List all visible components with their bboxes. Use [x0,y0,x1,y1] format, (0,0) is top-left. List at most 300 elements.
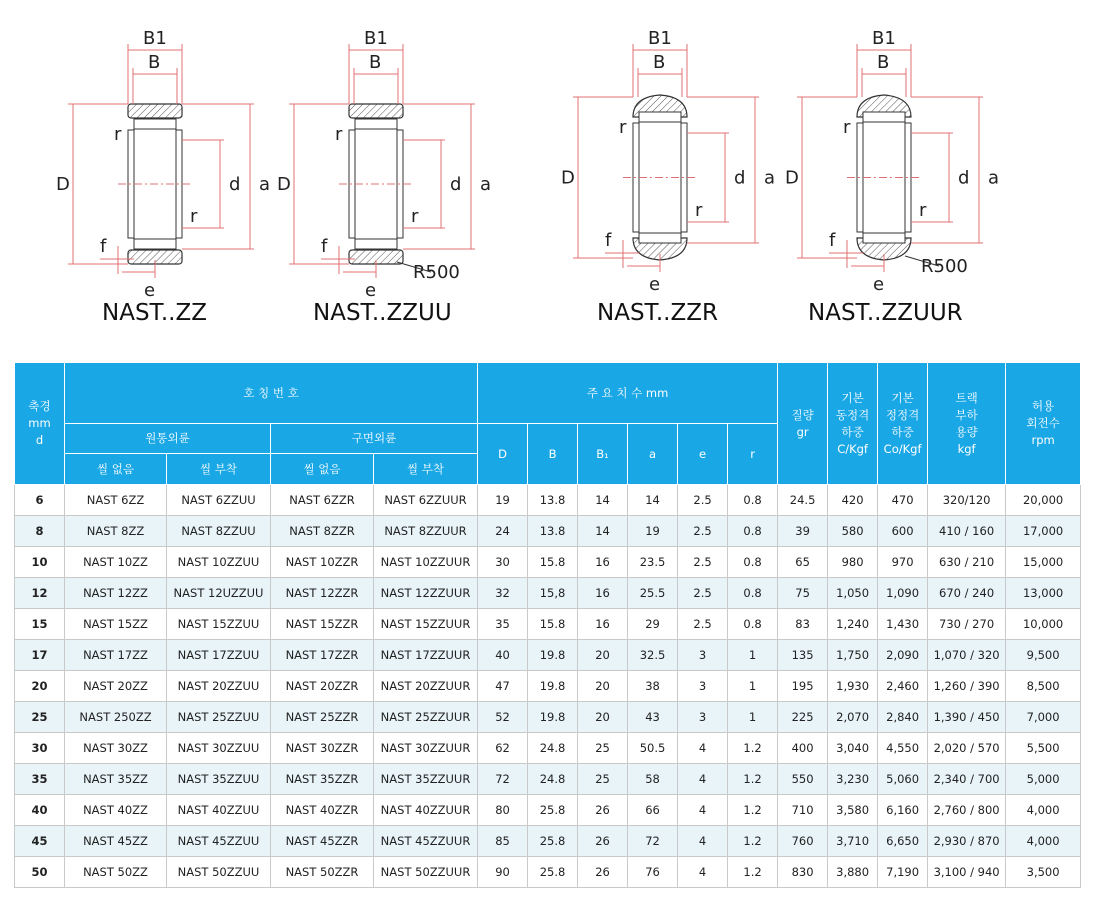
table-cell: 20,000 [1006,485,1081,516]
table-cell: 23.5 [628,547,678,578]
table-cell: 7,000 [1006,702,1081,733]
header-crowned: 구면외륜 [271,424,478,454]
table-cell: 16 [578,547,628,578]
table-cell: 85 [478,826,528,857]
shaft-diameter-cell: 12 [15,578,65,609]
table-cell: 4,550 [878,733,928,764]
table-cell: 1 [728,640,778,671]
table-cell: 550 [778,764,828,795]
table-cell: 4 [678,733,728,764]
table-cell: NAST 20ZZR [271,671,374,702]
table-cell: NAST 25ZZR [271,702,374,733]
label-a: a [480,174,492,195]
table-cell: 25.8 [528,795,578,826]
table-cell: NAST 40ZZ [65,795,167,826]
table-cell: 5,000 [1006,764,1081,795]
table-row [15,516,1081,547]
label-r-top: r [843,117,851,138]
table-cell: 20 [578,702,628,733]
table-cell: 50.5 [628,733,678,764]
label-f: f [100,236,107,257]
table-row [15,640,1081,671]
table-cell: 710 [778,795,828,826]
table-cell: 1,390 / 450 [928,702,1006,733]
label-r500: R500 [413,262,460,283]
table-cell: 25.8 [528,826,578,857]
label-r-inner: r [919,200,927,221]
header-mass: 질량 gr [778,363,828,485]
table-cell: 5,500 [1006,733,1081,764]
table-cell: 72 [628,826,678,857]
header-cylindrical: 원통외륜 [65,424,271,454]
label-r-inner: r [190,206,198,227]
label-b1: B1 [143,28,167,49]
shaft-diameter-cell: 25 [15,702,65,733]
table-cell: NAST 12UZZUU [167,578,271,609]
roller-bottom [863,233,905,243]
table-cell: 3,040 [828,733,878,764]
table-cell: 1,090 [878,578,928,609]
table-cell: 5,060 [878,764,928,795]
table-cell: 32 [478,578,528,609]
label-e: e [873,274,885,295]
header-with-seal-crowned: 씰 부착 [374,454,478,485]
table-cell: 8,500 [1006,671,1081,702]
shaft-diameter-cell: 17 [15,640,65,671]
shaft-diameter-cell: 35 [15,764,65,795]
table-cell: 13,000 [1006,578,1081,609]
table-cell: NAST 12ZZR [271,578,374,609]
table-cell: NAST 35ZZ [65,764,167,795]
table-cell: 320/120 [928,485,1006,516]
table-cell: 410 / 160 [928,516,1006,547]
label-b1: B1 [872,28,896,49]
table-cell: 3,100 / 940 [928,857,1006,888]
table-cell: 2.5 [678,578,728,609]
drawing-title-nast-zz: NAST..ZZ [102,300,207,326]
table-cell: NAST 40ZZUU [167,795,271,826]
header-no-seal-crowned: 씰 없음 [271,454,374,485]
table-cell: NAST 30ZZUUR [374,733,478,764]
label-f: f [605,230,612,251]
table-cell: 2,930 / 870 [928,826,1006,857]
label-r-inner: r [695,200,703,221]
table-cell: 2.5 [678,485,728,516]
table-cell: 47 [478,671,528,702]
table-cell: 970 [878,547,928,578]
label-b1: B1 [364,28,388,49]
header-dynamic-load: 기본 동정격 하중 C/Kgf [828,363,878,485]
table-cell: 2.5 [678,547,728,578]
table-cell: NAST 50ZZR [271,857,374,888]
table-cell: 1,930 [828,671,878,702]
header-with-seal-cylindrical: 씰 부착 [167,454,271,485]
header-no-seal-cylindrical: 씰 없음 [65,454,167,485]
table-cell: NAST 20ZZUUR [374,671,478,702]
table-cell: 80 [478,795,528,826]
table-row [15,547,1081,578]
table-cell: 40 [478,640,528,671]
bearing-diagram-3 [797,44,983,272]
table-cell: 58 [628,764,678,795]
label-f: f [321,236,328,257]
table-cell: 52 [478,702,528,733]
table-cell: NAST 30ZZ [65,733,167,764]
table-cell: 30 [478,547,528,578]
table-cell: 1,070 / 320 [928,640,1006,671]
table-cell: NAST 25ZZUUR [374,702,478,733]
table-cell: 3 [678,640,728,671]
table-cell: NAST 12ZZUUR [374,578,478,609]
table-cell: 670 / 240 [928,578,1006,609]
table-cell: 3,580 [828,795,878,826]
label-b: B [653,52,666,73]
table-cell: NAST 17ZZR [271,640,374,671]
table-row [15,857,1081,888]
table-cell: 7,190 [878,857,928,888]
table-cell: 24 [478,516,528,547]
table-cell: 2,090 [878,640,928,671]
label-e: e [649,274,661,295]
table-cell: NAST 40ZZR [271,795,374,826]
table-cell: 32.5 [628,640,678,671]
table-cell: 0.8 [728,547,778,578]
header-dim-b1: B₁ [578,424,628,485]
table-cell: 1.2 [728,826,778,857]
table-cell: 4 [678,857,728,888]
table-cell: 25 [578,733,628,764]
table-cell: 76 [628,857,678,888]
table-cell: 0.8 [728,485,778,516]
table-cell: 2,460 [878,671,928,702]
label-d-outer: D [561,167,575,189]
table-cell: 4,000 [1006,795,1081,826]
table-cell: 39 [778,516,828,547]
table-cell: 1.2 [728,764,778,795]
table-cell: NAST 35ZZUU [167,764,271,795]
table-cell: 580 [828,516,878,547]
table-cell: NAST 50ZZUU [167,857,271,888]
table-cell: 2,340 / 700 [928,764,1006,795]
table-cell: 13.8 [528,485,578,516]
shaft-diameter-cell: 30 [15,733,65,764]
table-cell: NAST 10ZZR [271,547,374,578]
table-cell: 1,430 [878,609,928,640]
table-cell: 1.2 [728,795,778,826]
table-cell: 225 [778,702,828,733]
bearing-drawings [0,0,1101,350]
table-cell: NAST 6ZZUUR [374,485,478,516]
table-cell: 2,020 / 570 [928,733,1006,764]
roller-top [863,112,905,122]
label-b: B [369,52,382,73]
table-body [15,485,1081,888]
shaft-diameter-cell: 10 [15,547,65,578]
header-shaft: 축경 mm d [15,363,65,485]
table-cell: 16 [578,578,628,609]
label-d-outer: D [785,167,799,189]
label-f: f [829,230,836,251]
table-cell: 2,760 / 800 [928,795,1006,826]
label-a: a [764,167,776,189]
table-cell: 66 [628,795,678,826]
table-cell: 19 [478,485,528,516]
table-cell: 0.8 [728,516,778,547]
table-cell: 15.8 [528,609,578,640]
bearing-diagram-1 [289,44,475,278]
table-cell: NAST 15ZZR [271,609,374,640]
shaft-diameter-cell: 8 [15,516,65,547]
table-cell: NAST 15ZZ [65,609,167,640]
table-cell: 26 [578,826,628,857]
shaft-diameter-cell: 6 [15,485,65,516]
table-cell: 2,840 [878,702,928,733]
table-cell: 1,750 [828,640,878,671]
shaft-diameter-cell: 20 [15,671,65,702]
roller-bottom [355,239,397,249]
table-cell: 14 [578,485,628,516]
table-cell: 16 [578,609,628,640]
table-row [15,733,1081,764]
table-cell: NAST 12ZZ [65,578,167,609]
table-cell: 630 / 210 [928,547,1006,578]
table-cell: 35 [478,609,528,640]
table-cell: NAST 8ZZUU [167,516,271,547]
table-cell: 4 [678,826,728,857]
table-row [15,795,1081,826]
table-cell: 1.2 [728,733,778,764]
table-cell: 13.8 [528,516,578,547]
label-r500: R500 [921,256,968,277]
table-cell: 1 [728,671,778,702]
table-cell: NAST 45ZZUUR [374,826,478,857]
label-r-inner: r [411,206,419,227]
table-cell: NAST 25ZZUU [167,702,271,733]
table-cell: NAST 10ZZUUR [374,547,478,578]
table-cell: NAST 6ZZR [271,485,374,516]
table-row [15,826,1081,857]
outer-ring-top [349,104,403,118]
table-cell: NAST 15ZZUU [167,609,271,640]
table-cell: NAST 250ZZ [65,702,167,733]
header-static-load: 기본 정정격 하중 Co/Kgf [878,363,928,485]
table-cell: 3,880 [828,857,878,888]
table-cell: NAST 17ZZUUR [374,640,478,671]
table-cell: 420 [828,485,878,516]
table-cell: NAST 50ZZUUR [374,857,478,888]
table-cell: NAST 6ZZ [65,485,167,516]
table-cell: NAST 15ZZUUR [374,609,478,640]
label-a: a [988,167,1000,189]
table-cell: 19.8 [528,671,578,702]
table-cell: 25.5 [628,578,678,609]
header-track-load: 트랙 부하 용량 kgf [928,363,1006,485]
table-cell: NAST 45ZZUU [167,826,271,857]
table-cell: 2,070 [828,702,878,733]
table-cell: NAST 45ZZ [65,826,167,857]
label-d-inner: d [734,167,746,189]
shaft-diameter-cell: 40 [15,795,65,826]
table-cell: 14 [628,485,678,516]
header-designation: 호 칭 번 호 [65,363,478,424]
table-cell: 19 [628,516,678,547]
table-cell: 3,500 [1006,857,1081,888]
table-cell: 0.8 [728,578,778,609]
table-row [15,702,1081,733]
label-r-top: r [114,124,122,145]
header-dim-d-outer: D [478,424,528,485]
table-cell: 24.8 [528,764,578,795]
table-cell: 4 [678,764,728,795]
table-cell: 25 [578,764,628,795]
table-cell: 17,000 [1006,516,1081,547]
table-cell: 90 [478,857,528,888]
table-row [15,578,1081,609]
table-cell: 62 [478,733,528,764]
table-cell: 6,160 [878,795,928,826]
table-cell: 3 [678,702,728,733]
header-dim-b: B [528,424,578,485]
label-d-outer: D [277,174,291,195]
table-cell: 195 [778,671,828,702]
table-cell: 980 [828,547,878,578]
label-e: e [144,280,156,301]
header-dim-r: r [728,424,778,485]
label-d-outer: D [56,174,70,195]
drawing-title-nast-zzuur: NAST..ZZUUR [808,300,963,326]
table-cell: NAST 30ZZR [271,733,374,764]
shaft-diameter-cell: 15 [15,609,65,640]
bearing-diagram-2 [573,44,759,272]
table-cell: 43 [628,702,678,733]
table-cell: 25.8 [528,857,578,888]
table-cell: NAST 17ZZUU [167,640,271,671]
roller-top [134,119,176,129]
table-cell: 400 [778,733,828,764]
label-d-inner: d [450,174,462,195]
table-cell: 72 [478,764,528,795]
table-cell: NAST 40ZZUUR [374,795,478,826]
table-cell: 24.8 [528,733,578,764]
table-row [15,671,1081,702]
table-cell: NAST 10ZZ [65,547,167,578]
roller-bottom [639,233,681,243]
table-cell: 65 [778,547,828,578]
table-cell: 470 [878,485,928,516]
table-cell: 600 [878,516,928,547]
table-cell: 3,230 [828,764,878,795]
roller-top [639,112,681,122]
table-cell: 730 / 270 [928,609,1006,640]
header-dim-a: a [628,424,678,485]
label-d-inner: d [229,174,241,195]
header-dim-e: e [678,424,728,485]
table-cell: 15,8 [528,578,578,609]
table-cell: NAST 17ZZ [65,640,167,671]
table-cell: 3 [678,671,728,702]
table-cell: NAST 35ZZR [271,764,374,795]
table-cell: 19.8 [528,702,578,733]
table-cell: 15,000 [1006,547,1081,578]
table-cell: 1 [728,702,778,733]
label-b1: B1 [648,28,672,49]
outer-ring-top [128,104,182,118]
bearing-diagram-0 [68,44,254,278]
table-cell: 9,500 [1006,640,1081,671]
table-cell: 19.8 [528,640,578,671]
table-cell: NAST 35ZZUUR [374,764,478,795]
label-e: e [365,280,377,301]
label-b: B [877,52,890,73]
table-cell: 760 [778,826,828,857]
table-cell: NAST 45ZZR [271,826,374,857]
table-cell: 10,000 [1006,609,1081,640]
table-row [15,764,1081,795]
label-b: B [148,52,161,73]
table-cell: NAST 6ZZUU [167,485,271,516]
drawing-title-nast-zzuu: NAST..ZZUU [313,300,452,326]
shaft-diameter-cell: 45 [15,826,65,857]
table-cell: 20 [578,671,628,702]
table-cell: 24.5 [778,485,828,516]
roller-bottom [134,239,176,249]
table-cell: NAST 10ZZUU [167,547,271,578]
table-cell: 2.5 [678,609,728,640]
table-cell: NAST 8ZZUUR [374,516,478,547]
table-cell: 4 [678,795,728,826]
spec-table [14,362,1081,888]
table-cell: NAST 20ZZUU [167,671,271,702]
table-cell: 20 [578,640,628,671]
header-main-dims: 주 요 치 수 mm [478,363,778,424]
table-cell: 6,650 [878,826,928,857]
table-cell: 0.8 [728,609,778,640]
header-speed: 허용 회전수 rpm [1006,363,1081,485]
table-cell: NAST 20ZZ [65,671,167,702]
table-cell: 15.8 [528,547,578,578]
label-r-top: r [335,124,343,145]
table-cell: 26 [578,795,628,826]
table-cell: 830 [778,857,828,888]
table-cell: 29 [628,609,678,640]
label-d-inner: d [958,167,970,189]
table-cell: 38 [628,671,678,702]
shaft-diameter-cell: 50 [15,857,65,888]
label-r-top: r [619,117,627,138]
table-cell: NAST 8ZZR [271,516,374,547]
drawing-title-nast-zzr: NAST..ZZR [597,300,718,326]
table-cell: NAST 50ZZ [65,857,167,888]
table-cell: 135 [778,640,828,671]
label-a: a [259,174,271,195]
table-cell: 75 [778,578,828,609]
table-cell: 1,050 [828,578,878,609]
table-cell: 83 [778,609,828,640]
roller-top [355,119,397,129]
table-cell: 3,710 [828,826,878,857]
table-cell: 1.2 [728,857,778,888]
table-cell: 26 [578,857,628,888]
table-cell: 1,240 [828,609,878,640]
table-row [15,609,1081,640]
table-cell: 4,000 [1006,826,1081,857]
table-row [15,485,1081,516]
table-cell: 2.5 [678,516,728,547]
table-cell: 14 [578,516,628,547]
table-cell: NAST 8ZZ [65,516,167,547]
table-cell: NAST 30ZZUU [167,733,271,764]
table-cell: 1,260 / 390 [928,671,1006,702]
